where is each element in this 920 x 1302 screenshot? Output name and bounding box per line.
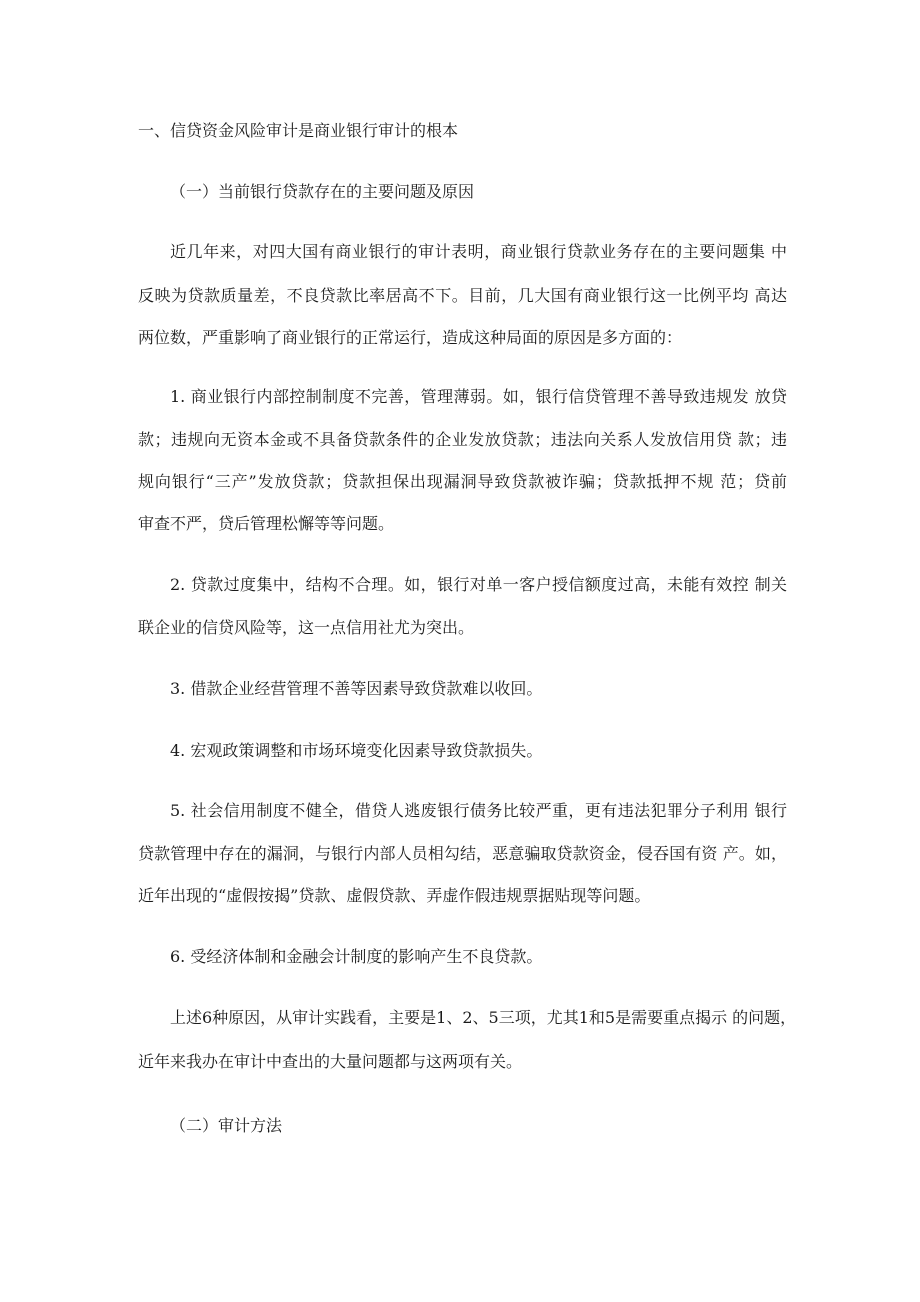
list-item-line: 规向银行“三产”发放贷款；贷款担保出现漏洞导致贷款被诈骗；贷款抵押不规 范；贷前: [138, 472, 787, 491]
list-item-line: 款；违规向无资本金或不具备贷款条件的企业发放贷款；违法向关系人发放信用贷 款；违: [138, 430, 787, 449]
list-item: 3. 借款企业经营管理不善等因素导致贷款难以收回。: [170, 679, 543, 698]
list-item-line: 审查不严，贷后管理松懈等等问题。: [138, 514, 395, 533]
subsection-heading: （一）当前银行贷款存在的主要问题及原因: [170, 182, 475, 201]
paragraph-line: 上述6种原因，从审计实践看，主要是1、2、5三项，尤其1和5是需要重点揭示 的问题，: [170, 1008, 797, 1027]
list-item-line: 2. 贷款过度集中，结构不合理。如，银行对单一客户授信额度过高，未能有效控 制关: [170, 575, 787, 594]
paragraph-line: 近几年来，对四大国有商业银行的审计表明，商业银行贷款业务存在的主要问题集 中: [170, 242, 787, 261]
list-item-line: 5. 社会信用制度不健全，借贷人逃废银行债务比较严重，更有违法犯罪分子利用 银行: [170, 801, 787, 820]
section-heading: 一、信贷资金风险审计是商业银行审计的根本: [138, 121, 459, 140]
list-item: 6. 受经济体制和金融会计制度的影响产生不良贷款。: [170, 947, 543, 966]
list-item: 4. 宏观政策调整和市场环境变化因素导致贷款损失。: [170, 741, 543, 760]
list-item-line: 1. 商业银行内部控制制度不完善，管理薄弱。如，银行信贷管理不善导致违规发 放贷: [170, 387, 787, 406]
subsection-heading: （二）审计方法: [170, 1116, 283, 1135]
list-item-line: 近年出现的“虚假按揭”贷款、虚假贷款、弄虚作假违规票据贴现等问题。: [138, 886, 651, 905]
paragraph-line: 反映为贷款质量差，不良贷款比率居高不下。目前，几大国有商业银行这一比例平均 高达: [138, 286, 787, 305]
paragraph-line: 两位数，严重影响了商业银行的正常运行，造成这种局面的原因是多方面的：: [138, 328, 683, 347]
paragraph-line: 近年来我办在审计中查出的大量问题都与这两项有关。: [138, 1052, 523, 1071]
list-item-line: 贷款管理中存在的漏洞，与银行内部人员相勾结，恶意骗取贷款资金，侵吞国有资 产。如，: [138, 844, 787, 863]
list-item-line: 联企业的信贷风险等，这一点信用社尤为突出。: [138, 618, 475, 637]
